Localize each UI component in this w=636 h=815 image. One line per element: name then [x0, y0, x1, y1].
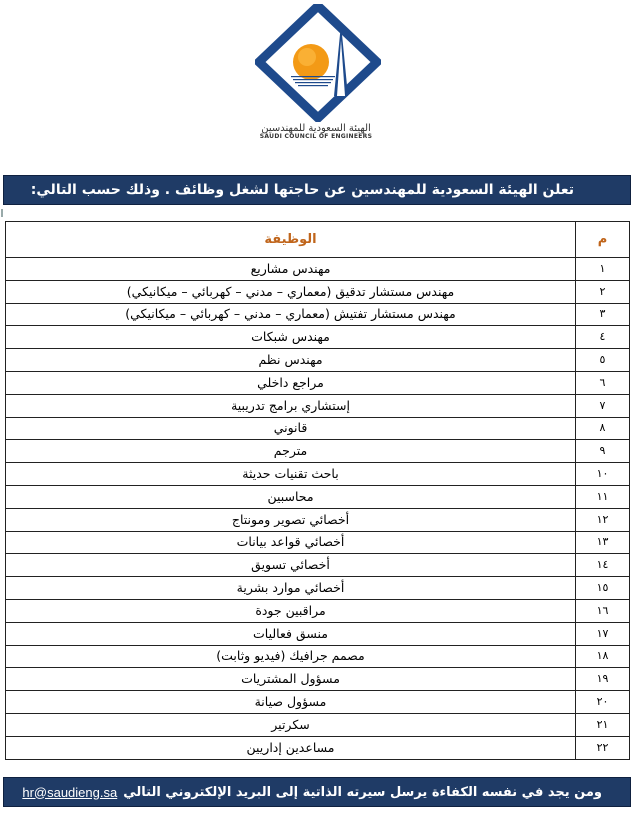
row-number: ٨ [576, 417, 630, 440]
job-title: إستشاري برامج تدريبية [6, 394, 576, 417]
table-row [6, 440, 630, 463]
table-row [6, 280, 630, 303]
job-title: مهندس مستشار تدقيق (معماري – مدني – كهربائي – ميكانيكي) [6, 280, 576, 303]
row-number: ١٧ [576, 622, 630, 645]
row-number: ٤ [576, 326, 630, 349]
job-title: أخصائي قواعد بيانات [6, 531, 576, 554]
email-link[interactable]: hr@saudieng.sa [22, 784, 118, 800]
job-title: مهندس شبكات [6, 326, 576, 349]
job-title: أخصائي موارد بشرية [6, 577, 576, 600]
jobs-table-body [6, 258, 630, 760]
row-number: ٢١ [576, 713, 630, 736]
job-title: باحث تقنيات حديثة [6, 463, 576, 486]
number-column-header: م [576, 222, 630, 258]
job-title: مساعدين إداريين [6, 736, 576, 759]
sce-logo-icon [255, 4, 381, 122]
row-number: ١ [576, 258, 630, 281]
row-number: ١٩ [576, 668, 630, 691]
job-title: مسؤول صيانة [6, 691, 576, 714]
table-row [6, 463, 630, 486]
table-row [6, 622, 630, 645]
row-number: ٩ [576, 440, 630, 463]
table-row [6, 713, 630, 736]
job-title: مصمم جرافيك (فيديو وثابت) [6, 645, 576, 668]
job-title: قانوني [6, 417, 576, 440]
job-title: أخصائي تسويق [6, 554, 576, 577]
table-row [6, 531, 630, 554]
table-row [6, 599, 630, 622]
footer-banner [3, 777, 631, 807]
footer-text: ومن يجد في نفسه الكفاءة يرسل سيرته الذاتية إلى البريد الإلكتروني التالي [123, 784, 602, 800]
row-number: ١٨ [576, 645, 630, 668]
job-title: مهندس مشاريع [6, 258, 576, 281]
job-title: مراقبين جودة [6, 599, 576, 622]
row-number: ١٢ [576, 508, 630, 531]
logo-arabic-name: الهيئة السعودية للمهندسين [261, 123, 371, 134]
table-header-row [6, 222, 630, 258]
job-title: منسق فعاليات [6, 622, 576, 645]
table-row [6, 508, 630, 531]
table-row [6, 394, 630, 417]
logo-area [0, 0, 636, 150]
row-number: ٢٢ [576, 736, 630, 759]
table-row [6, 303, 630, 326]
announcement-banner: تعلن الهيئة السعودية للمهندسين عن حاجتها لشغل وظائف . وذلك حسب التالي: [3, 175, 631, 205]
table-row [6, 371, 630, 394]
job-title: مهندس نظم [6, 349, 576, 372]
row-number: ٢ [576, 280, 630, 303]
table-row [6, 326, 630, 349]
row-number: ١٣ [576, 531, 630, 554]
table-row [6, 736, 630, 759]
table-row [6, 349, 630, 372]
row-number: ١٦ [576, 599, 630, 622]
row-number: ٢٠ [576, 691, 630, 714]
row-number: ١١ [576, 485, 630, 508]
row-number: ٦ [576, 371, 630, 394]
job-title: مهندس مستشار تفتيش (معماري – مدني – كهربائي – ميكانيكي) [6, 303, 576, 326]
logo-english-name: SAUDI COUNCIL OF ENGINEERS [259, 133, 373, 140]
table-row [6, 577, 630, 600]
jobs-table [5, 221, 630, 760]
row-number: ١٤ [576, 554, 630, 577]
table-row [6, 691, 630, 714]
job-title: أخصائي تصوير ومونتاج [6, 508, 576, 531]
job-title: مترجم [6, 440, 576, 463]
job-title: محاسبين [6, 485, 576, 508]
row-number: ١٠ [576, 463, 630, 486]
row-number: ٧ [576, 394, 630, 417]
row-number: ١٥ [576, 577, 630, 600]
job-title: مراجع داخلي [6, 371, 576, 394]
table-row [6, 258, 630, 281]
table-row [6, 645, 630, 668]
table-row [6, 554, 630, 577]
job-title: مسؤول المشتريات [6, 668, 576, 691]
job-column-header: الوظيفة [6, 222, 576, 258]
margin-mark [1, 209, 3, 217]
row-number: ٣ [576, 303, 630, 326]
row-number: ٥ [576, 349, 630, 372]
table-row [6, 417, 630, 440]
job-title: سكرتير [6, 713, 576, 736]
table-row [6, 485, 630, 508]
table-row [6, 668, 630, 691]
